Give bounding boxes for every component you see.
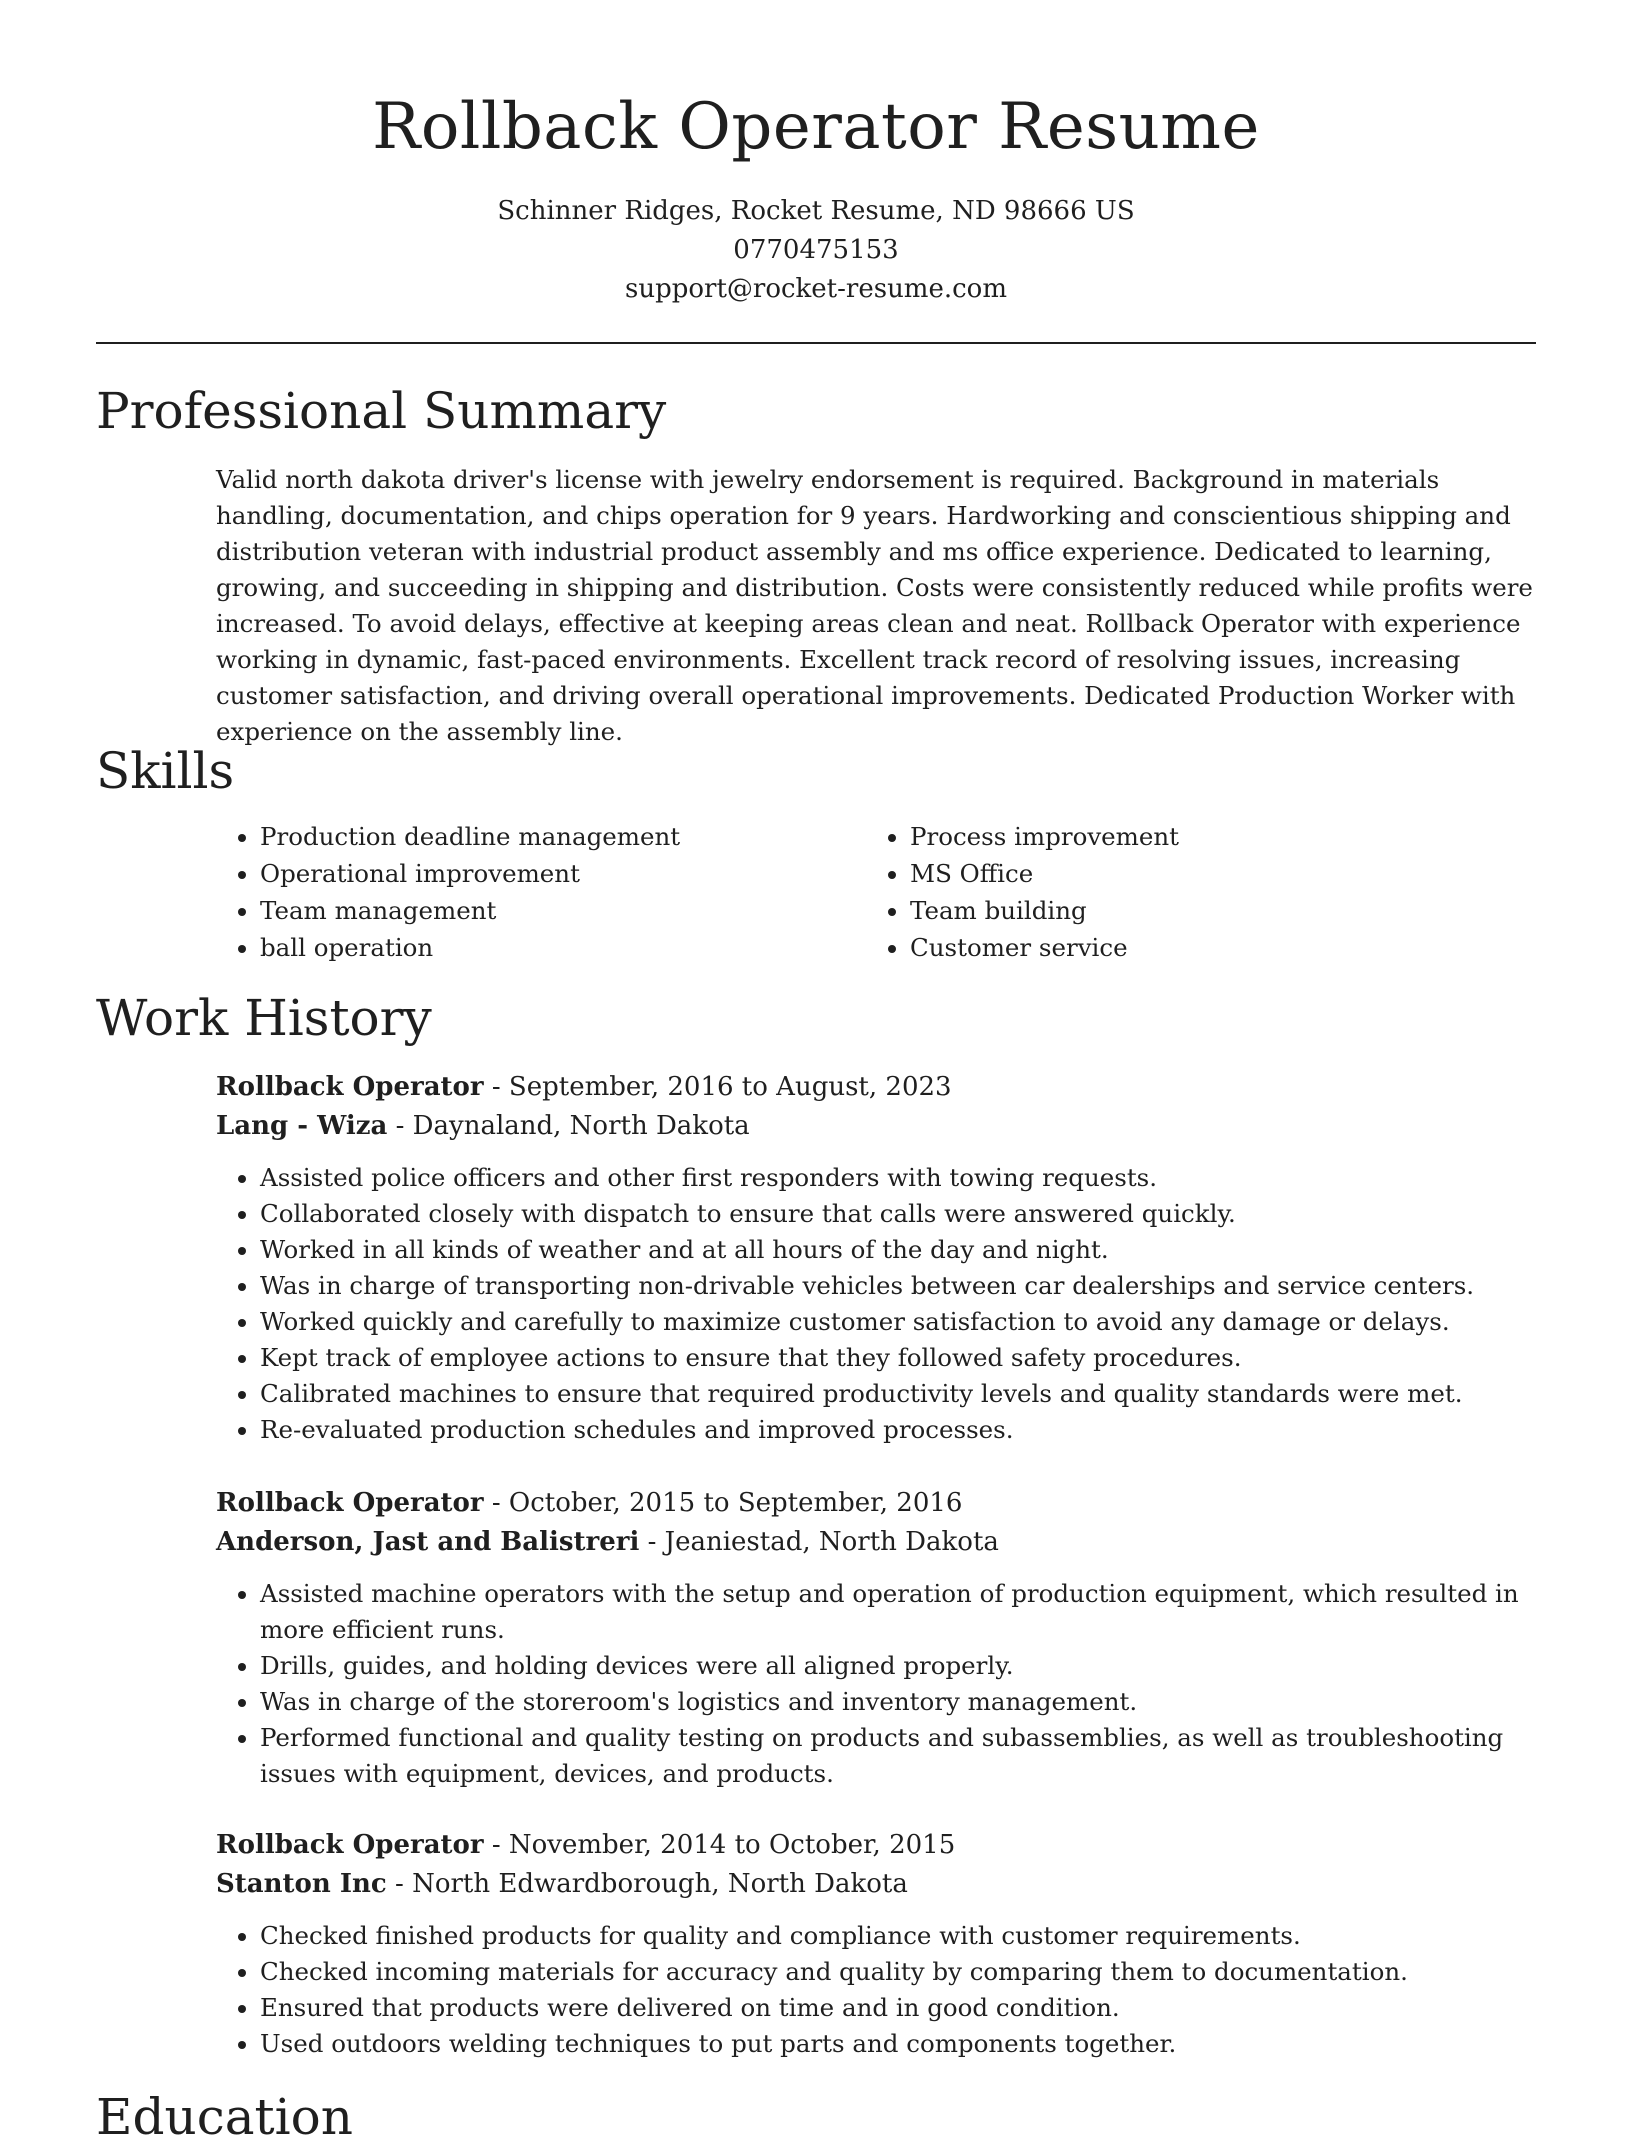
skills-column-left (216, 818, 866, 966)
job-company-line (216, 1865, 1542, 1904)
job-company-line (216, 1107, 1542, 1146)
job-title: Rollback Operator (216, 1830, 484, 1860)
header-divider (96, 342, 1536, 344)
job-dates: - November, 2014 to October, 2015 (483, 1830, 956, 1860)
summary-text: Valid north dakota driver's license with jewelry endorsement is required. Background in materials handling, documentation, and chips operation for 9 years. Hardworking and conscientious shipping and distribution veteran with industrial product assembly and ms office experience. Dedicated to learning, growing, and succeeding in shipping and distribution. Costs were consistently reduced while profits were increased. To avoid delays, effective at keeping areas clean and neat. Rollback Operator with experience working in dynamic, fast-paced environments. Excellent track record of resolving issues, increasing customer satisfaction, and driving overall operational improvements. Dedicated Production Worker with experience on the assembly line. (216, 465, 1533, 746)
job-dates: - September, 2016 to August, 2023 (483, 1072, 952, 1102)
job-duty: • Assisted machine operators with the setup and operation of production equipment, which resulted in more efficient runs. (260, 1576, 1542, 1648)
job-duties (216, 1160, 1542, 1448)
job-title-line (216, 1826, 1542, 1865)
contact-address: Schinner Ridges, Rocket Resume, ND 98666 US (497, 196, 1135, 226)
contact-email: support@rocket-resume.com (624, 274, 1007, 304)
job-entry (216, 1068, 1542, 1448)
skills-column-right (866, 818, 1516, 966)
job-title-line (216, 1484, 1542, 1523)
contact-phone: 0770475153 (733, 235, 899, 265)
job-entry (216, 1484, 1542, 1792)
job-location: - North Edwardborough, North Dakota (386, 1869, 908, 1899)
job-duty: • Ensured that products were delivered on time and in good condition. (260, 1990, 1542, 2026)
job-duty: • Checked incoming materials for accuracy and quality by comparing them to documentation. (260, 1954, 1542, 1990)
job-title: Rollback Operator (216, 1072, 484, 1102)
job-duties (216, 1918, 1542, 2062)
job-duty: • Collaborated closely with dispatch to ensure that calls were answered quickly. (260, 1196, 1542, 1232)
skill-item: • Customer service (910, 929, 1516, 966)
job-duty: • Checked finished products for quality and compliance with customer requirements. (260, 1918, 1542, 1954)
job-duty: • Worked quickly and carefully to maximize customer satisfaction to avoid any damage or delays. (260, 1304, 1542, 1340)
skill-item: • Production deadline management (260, 818, 866, 855)
job-duty: • Re-evaluated production schedules and improved processes. (260, 1412, 1542, 1448)
summary-heading: Professional Summary (96, 382, 667, 440)
skill-item: • Team management (260, 892, 866, 929)
resume-title: Rollback Operator Resume (372, 90, 1260, 164)
job-title: Rollback Operator (216, 1488, 484, 1518)
skill-item: • Process improvement (910, 818, 1516, 855)
job-duty: • Calibrated machines to ensure that required productivity levels and quality standards were met. (260, 1376, 1542, 1412)
education-heading: Education (96, 2088, 353, 2146)
job-duty: • Performed functional and quality testing on products and subassemblies, as well as troubleshooting issues with equipment, devices, and products. (260, 1720, 1542, 1792)
job-title-line (216, 1068, 1542, 1107)
skills-heading: Skills (96, 742, 235, 800)
job-duty: • Was in charge of the storeroom's logistics and inventory management. (260, 1684, 1542, 1720)
skill-item: • Team building (910, 892, 1516, 929)
contact-block (96, 192, 1536, 309)
job-company: Anderson, Jast and Balistreri (216, 1527, 640, 1557)
job-duties (216, 1576, 1542, 1792)
skill-item: • Operational improvement (260, 855, 866, 892)
job-duty: • Kept track of employee actions to ensure that they followed safety procedures. (260, 1340, 1542, 1376)
job-company: Stanton Inc (216, 1869, 387, 1899)
job-duty: • Worked in all kinds of weather and at all hours of the day and night. (260, 1232, 1542, 1268)
resume-header (96, 82, 1536, 309)
job-duty: • Used outdoors welding techniques to put parts and components together. (260, 2026, 1542, 2062)
job-duty: • Assisted police officers and other first responders with towing requests. (260, 1160, 1542, 1196)
job-location: - Jeaniestad, North Dakota (639, 1527, 999, 1557)
skill-item: • MS Office (910, 855, 1516, 892)
job-location: - Daynaland, North Dakota (387, 1111, 750, 1141)
skills-list (216, 818, 1536, 966)
job-dates: - October, 2015 to September, 2016 (483, 1488, 963, 1518)
job-company-line (216, 1523, 1542, 1562)
skill-item: • ball operation (260, 929, 866, 966)
job-duty: • Was in charge of transporting non-drivable vehicles between car dealerships and service centers. (260, 1268, 1542, 1304)
work-history-heading: Work History (96, 989, 432, 1047)
job-entry (216, 1826, 1542, 2062)
job-company: Lang - Wiza (216, 1111, 388, 1141)
job-duty: • Drills, guides, and holding devices were all aligned properly. (260, 1648, 1542, 1684)
